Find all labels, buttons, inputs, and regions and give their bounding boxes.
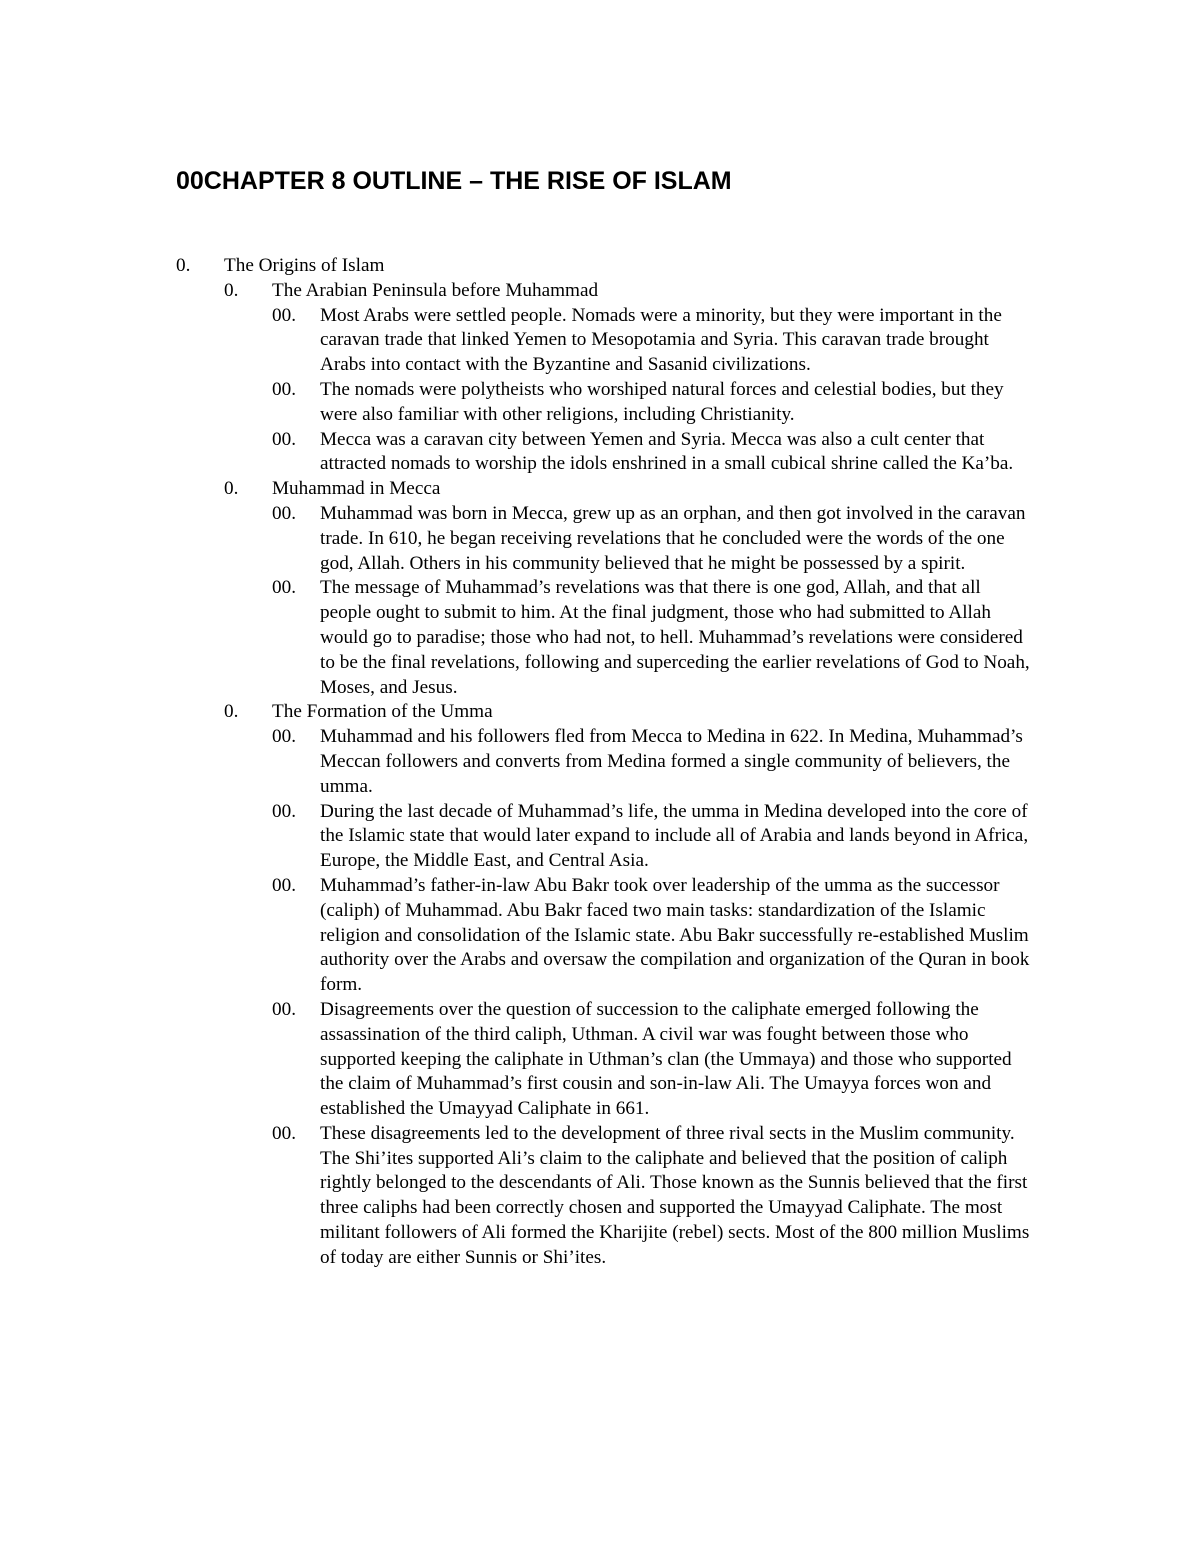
outline-item — [0, 304, 1200, 378]
outline-text: The message of Muhammad’s revelations was that there is one god, Allah, and that all people ought to submit to him. At the final judgment, those who had submitted to Allah would go to paradise; those who had not, to hell. Muhammad’s revelations were considered to be the final revelations, following and superceding the earlier revelations of God to Noah, Moses, and Jesus. — [320, 577, 1030, 698]
outline-marker: 00. — [272, 726, 296, 748]
page-title: 00CHAPTER 8 OUTLINE – THE RISE OF ISLAM — [176, 167, 732, 195]
outline-marker: 00. — [272, 502, 296, 524]
outline-marker: 0. — [224, 478, 239, 500]
outline-item — [0, 725, 1200, 799]
outline-item — [0, 576, 1200, 700]
outline-item — [0, 1122, 1200, 1271]
outline-marker: 00. — [272, 1122, 296, 1144]
outline-text: Mecca was a caravan city between Yemen and Syria. Mecca was also a cult center that attracted nomads to worship the idols enshrined in a small cubical shrine called the Ka’ba. — [320, 428, 1014, 475]
outline-text: Muhammad’s father-in-law Abu Bakr took over leadership of the umma as the successor (caliph) of Muhammad. Abu Bakr faced two main tasks: standardization of the Islamic religion and consolidation of the Islamic state. Abu Bakr successfully re-established Muslim authority over the Arabs and oversaw the compilation and organization of the Quran in book form. — [320, 874, 1030, 996]
outline-subheading — [0, 477, 1200, 502]
outline-text: Muhammad and his followers fled from Mecca to Medina in 622. In Medina, Muhammad’s Meccan followers and converts from Medina formed a single community of believers, the umma. — [320, 726, 1023, 797]
outline-marker: 00. — [272, 874, 296, 896]
outline-text: The nomads were polytheists who worshiped natural forces and celestial bodies, but they were also familiar with other religions, including Christianity. — [320, 378, 1004, 425]
outline-subheading — [0, 700, 1200, 725]
outline-item — [0, 378, 1200, 428]
outline-text: Most Arabs were settled people. Nomads were a minority, but they were important in the caravan trade that linked Yemen to Mesopotamia and Syria. This caravan trade brought Arabs into contact with the Byzantine and Sasanid civilizations. — [320, 304, 1002, 376]
outline-text: The Arabian Peninsula before Muhammad — [272, 279, 599, 301]
outline-marker: 00. — [272, 998, 296, 1020]
outline-subheading — [0, 279, 1200, 304]
outline-list — [0, 254, 1200, 1271]
outline-text: Disagreements over the question of succession to the caliphate emerged following the assassination of the third caliph, Uthman. A civil war was fought between those who supported keeping the caliphate in Uthman’s clan (the Ummaya) and those who supported the claim of Muhammad’s first cousin and son-in-law Ali. The Umayya forces won and established the Umayyad Caliphate in 661. — [320, 998, 1012, 1120]
outline-marker: 00. — [272, 577, 296, 599]
outline-item — [0, 428, 1200, 478]
outline-item — [0, 998, 1200, 1122]
outline-marker: 00. — [272, 378, 296, 400]
outline-marker: 00. — [272, 428, 296, 450]
outline-text: Muhammad was born in Mecca, grew up as an orphan, and then got involved in the caravan trade. In 610, he began receiving revelations that he concluded were the words of the one god, Allah. Others in his community believed that he might be possessed by a spirit. — [320, 502, 1026, 574]
outline-heading — [0, 254, 1200, 279]
outline-text: Muhammad in Mecca — [272, 478, 441, 500]
outline-item — [0, 874, 1200, 998]
outline-marker: 00. — [272, 800, 296, 822]
outline-marker: 0. — [224, 701, 239, 723]
outline-text: During the last decade of Muhammad’s life, the umma in Medina developed into the core of the Islamic state that would later expand to include all of Arabia and lands beyond in Africa, Europe, the Middle East, and Central Asia. — [320, 800, 1029, 872]
outline-marker: 0. — [176, 255, 191, 276]
outline-item — [0, 800, 1200, 874]
outline-item — [0, 502, 1200, 576]
outline-text: These disagreements led to the development of three rival sects in the Muslim community. The Shi’ites supported Ali’s claim to the caliphate and believed that the position of caliph rightly belonged to the descendants of Ali. Those known as the Sunnis believed that the first three caliphs had been correctly chosen and supported the Umayyad Caliphate. The most militant followers of Ali formed the Kharijite (rebel) sects. Most of the 800 million Muslims of today are either Sunnis or Shi’ites. — [320, 1122, 1030, 1268]
outline-marker: 0. — [224, 279, 239, 301]
outline-text: The Formation of the Umma — [272, 701, 493, 723]
outline-text: The Origins of Islam — [224, 255, 385, 276]
outline-marker: 00. — [272, 304, 296, 326]
